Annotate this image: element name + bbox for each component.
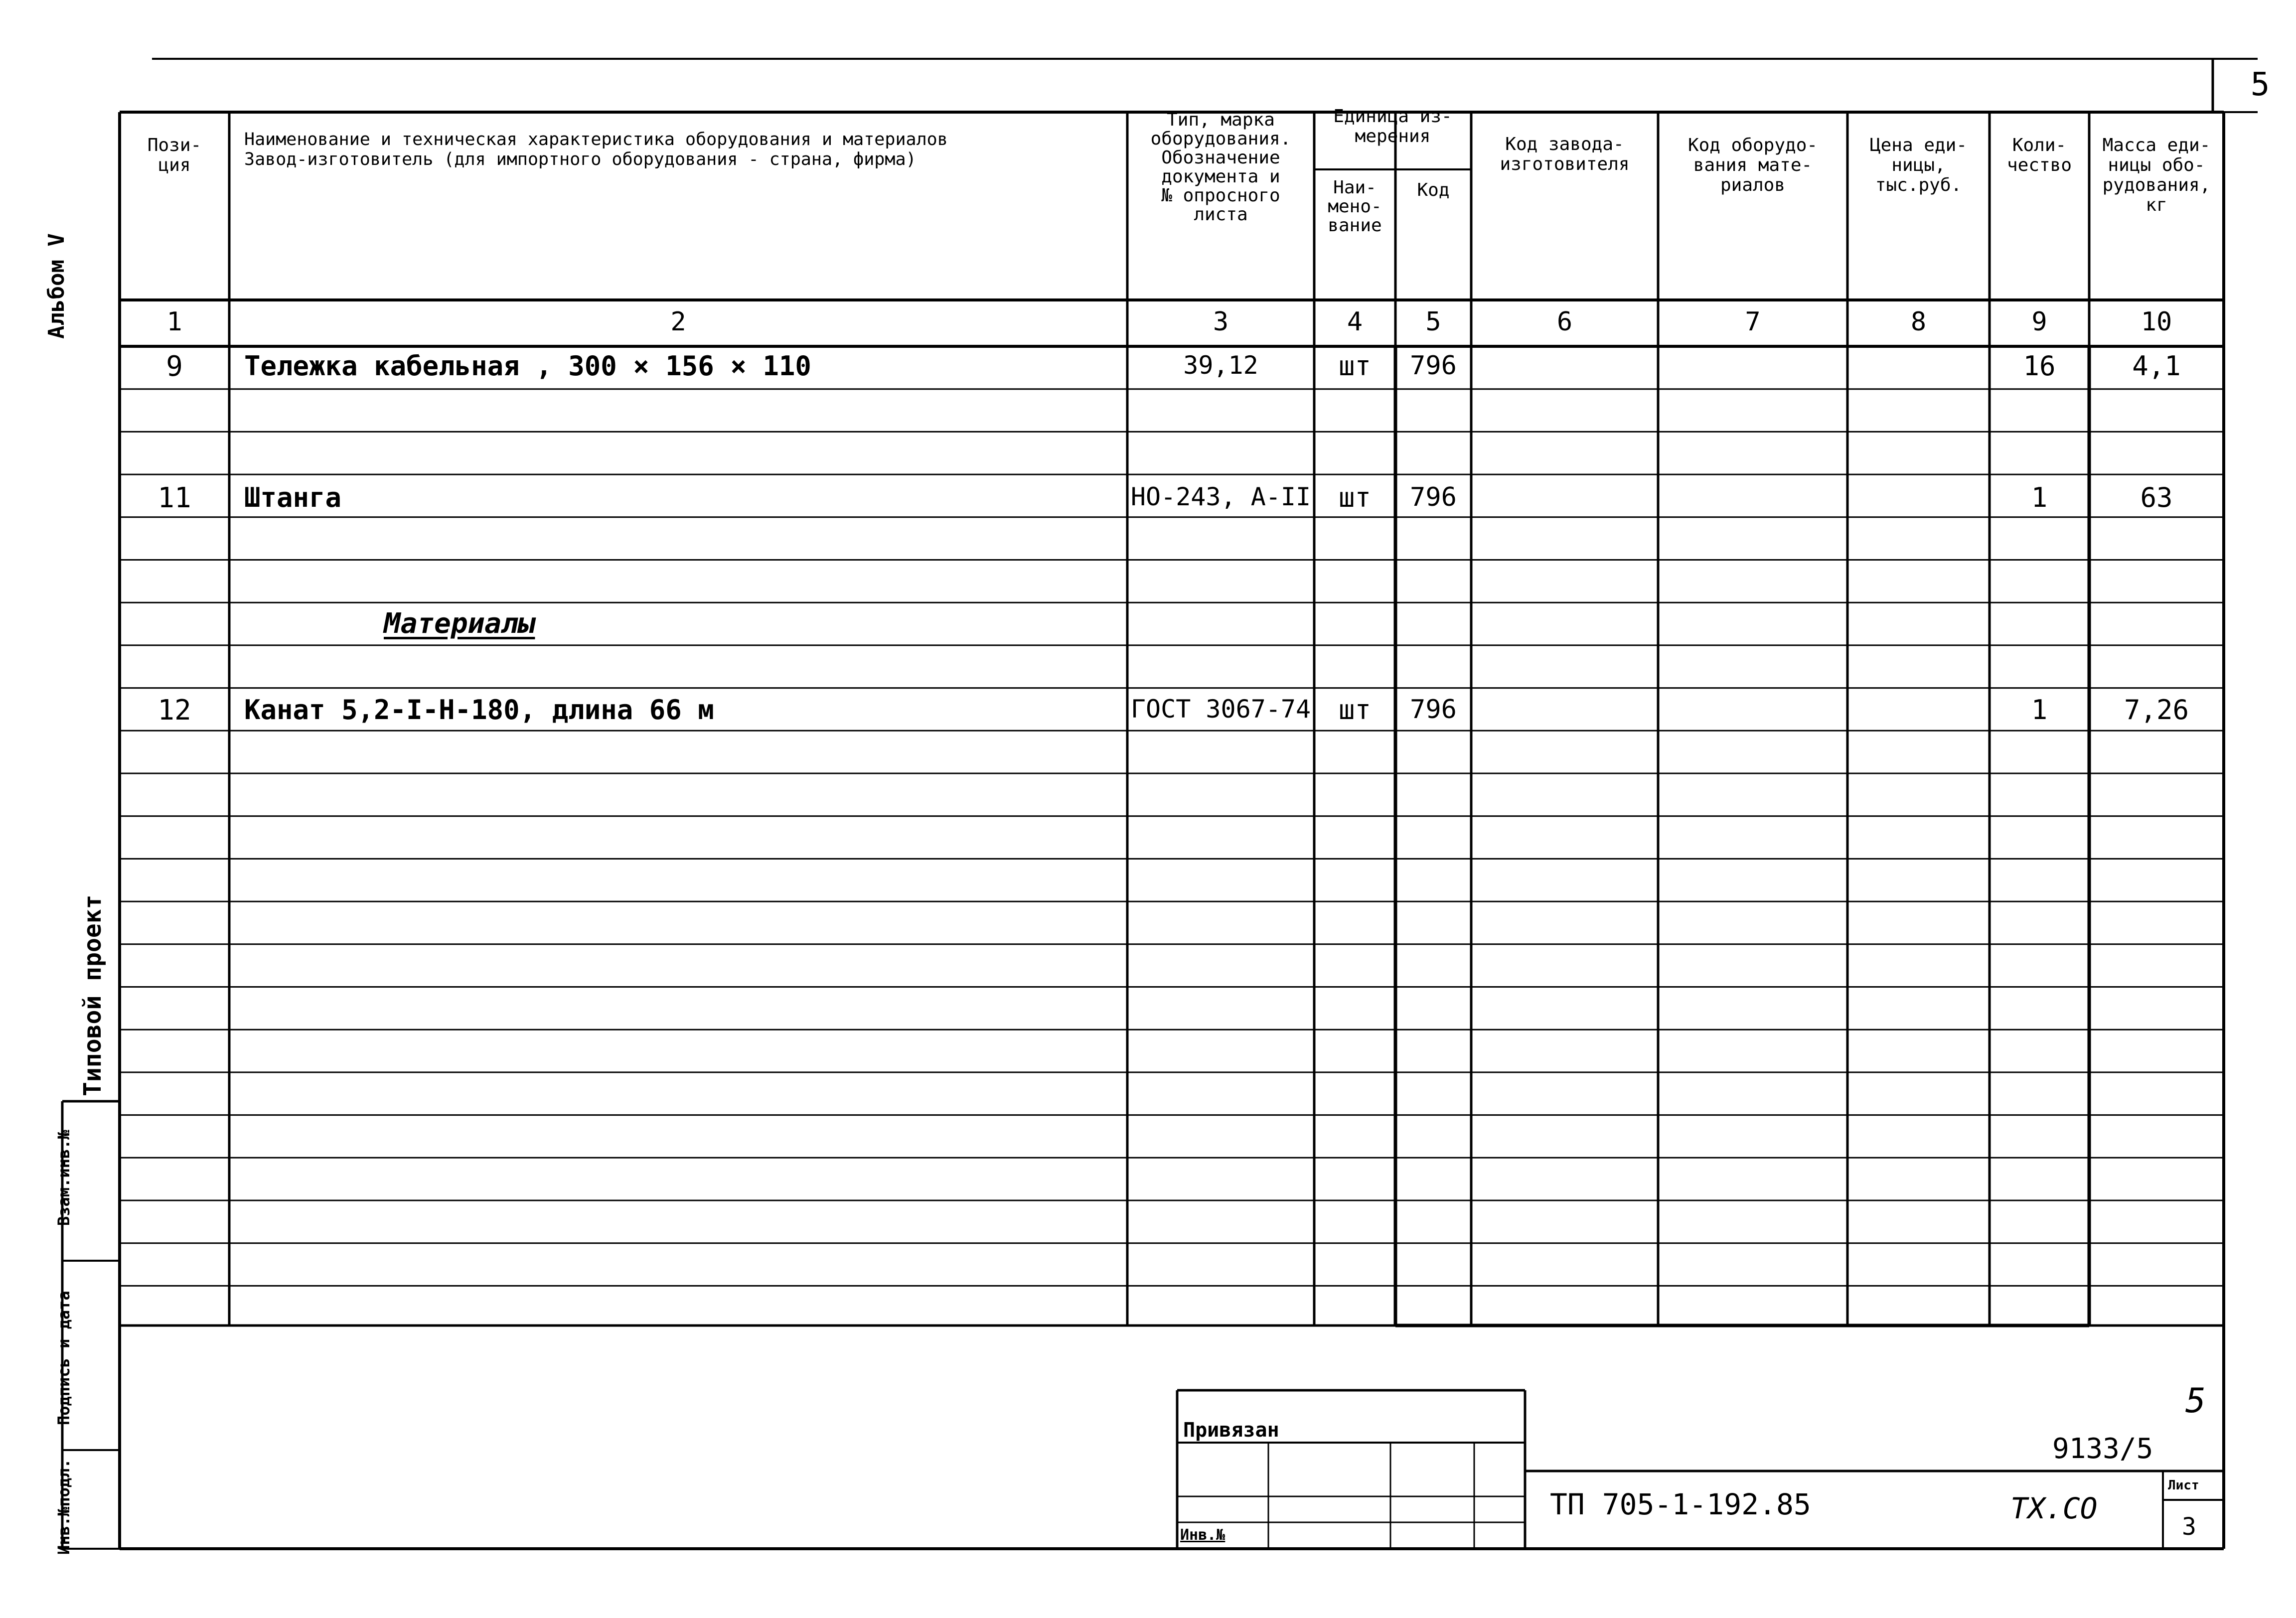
margin-label-signature-date: Подпись и дата — [54, 1291, 73, 1425]
item-quantity: 1 — [2031, 694, 2048, 726]
title-block-attached-label: Привязан — [1183, 1419, 1279, 1442]
header-position: Пози- ция — [147, 135, 202, 175]
document-section: ТХ.СО — [2010, 1491, 2098, 1525]
margin-label-typical-project: Типовой проект — [79, 894, 107, 1096]
header-mass: Масса еди- ницы обо- рудования, кг — [2102, 135, 2211, 215]
item-unit-code: 796 — [1410, 351, 1457, 381]
item-name: Штанга — [244, 482, 342, 513]
header-unit-name: Наи- мено- вание — [1328, 177, 1382, 236]
handwritten-sheet-number: 5 — [2185, 1381, 2206, 1421]
item-name: Канат 5,2-I-Н-180, длина 66 м — [244, 694, 714, 726]
item-unit-name: шт — [1338, 482, 1372, 513]
item-unit-name: шт — [1338, 694, 1372, 726]
item-mass: 7,26 — [2124, 694, 2189, 726]
column-number-2: 2 — [670, 307, 686, 337]
header-name: Наименование и техническая характеристика оборудования и материалов Завод-изготовитель (для импортного оборудования - страна, фирма) — [244, 130, 948, 169]
item-quantity: 1 — [2031, 482, 2048, 513]
item-type: НО-243, А-II — [1130, 482, 1311, 511]
sheet-number-corner: 5 — [2250, 66, 2270, 103]
column-number-4: 4 — [1347, 307, 1363, 337]
column-number-10: 10 — [2141, 307, 2172, 337]
item-type: 39,12 — [1183, 351, 1258, 380]
header-unit-price: Цена еди- ницы, тыс.руб. — [1869, 135, 1968, 195]
column-number-9: 9 — [2031, 307, 2047, 337]
column-number-5: 5 — [1425, 307, 1441, 337]
item-position: 11 — [157, 482, 191, 514]
margin-label-inv-no-replace: Взам.инв.№ — [54, 1130, 73, 1226]
item-position: 12 — [157, 694, 191, 727]
item-unit-code: 796 — [1410, 482, 1457, 512]
item-mass: 4,1 — [2132, 350, 2181, 382]
margin-label-album: Альбом V — [44, 233, 69, 339]
header-type: Тип, марка оборудования. Обозначение документа и № опросного листа — [1150, 110, 1291, 225]
section-heading-materials: Материалы — [384, 607, 535, 640]
column-number-1: 1 — [166, 307, 182, 337]
item-name: Тележка кабельная , 300 × 156 × 110 — [244, 350, 811, 382]
margin-label-inv-no-original: Инв.№подл. — [54, 1459, 73, 1555]
document-code: ТП 705-1-192.85 — [1550, 1487, 1811, 1521]
header-unit: Единица из- мерения — [1333, 106, 1452, 147]
item-type: ГОСТ 3067-74 — [1130, 695, 1311, 724]
header-manufacturer-code: Код завода- изготовителя — [1500, 134, 1630, 174]
item-position: 9 — [166, 350, 183, 383]
column-number-6: 6 — [1556, 307, 1573, 337]
column-number-7: 7 — [1745, 307, 1761, 337]
header-quantity: Коли- чество — [2006, 135, 2072, 175]
item-quantity: 16 — [2023, 350, 2056, 382]
archive-number: 9133/5 — [2052, 1433, 2153, 1465]
column-number-8: 8 — [1910, 307, 1927, 337]
column-number-3: 3 — [1213, 307, 1229, 337]
item-unit-code: 796 — [1410, 695, 1457, 725]
sheet-label: Лист — [2168, 1478, 2199, 1493]
header-unit-code: Код — [1417, 180, 1450, 200]
item-unit-name: шт — [1338, 350, 1372, 382]
sheet-value: 3 — [2182, 1513, 2196, 1541]
header-equipment-code: Код оборудо- вания мате- риалов — [1687, 135, 1818, 195]
title-block-inv-label: Инв.№ — [1180, 1526, 1225, 1544]
item-mass: 63 — [2140, 482, 2173, 513]
